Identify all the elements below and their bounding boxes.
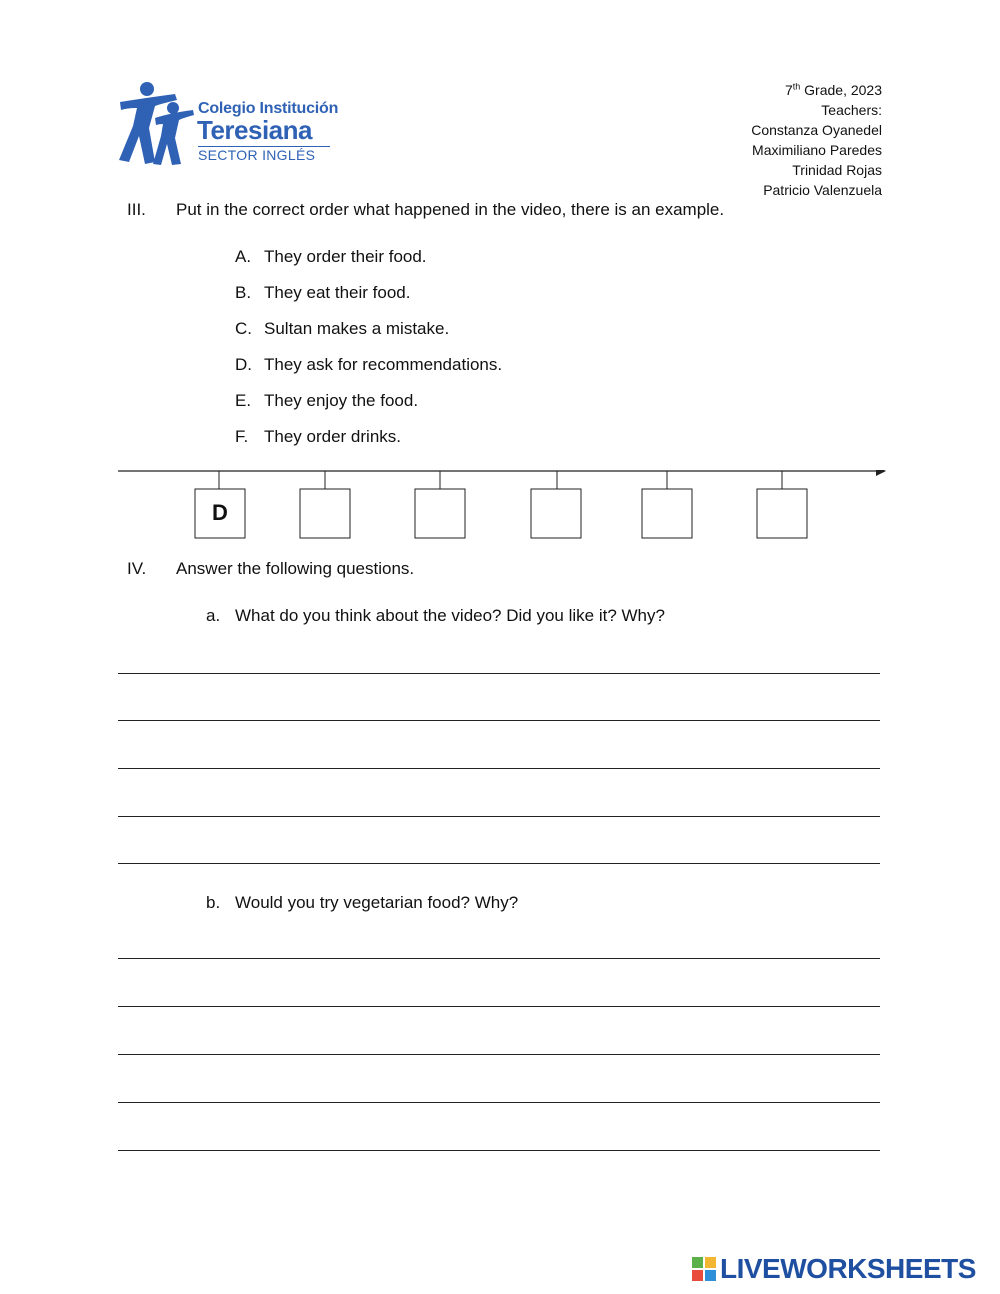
liveworksheets-brand: LIVEWORKSHEETS xyxy=(720,1253,976,1284)
answer-line[interactable] xyxy=(118,816,880,817)
option-letter: D. xyxy=(235,355,252,374)
grade-line: 7th Grade, 2023 xyxy=(784,81,882,98)
teacher-name: Maximiliano Paredes xyxy=(752,142,882,158)
answer-box[interactable] xyxy=(757,489,807,538)
answer-line[interactable] xyxy=(118,1006,880,1007)
option-text: Sultan makes a mistake. xyxy=(264,319,450,338)
teacher-name: Constanza Oyanedel xyxy=(751,122,882,138)
answer-line[interactable] xyxy=(118,673,880,674)
option-text: They order their food. xyxy=(264,247,427,266)
answer-box[interactable] xyxy=(300,489,350,538)
liveworksheets-cube-icon xyxy=(692,1257,716,1281)
option-text: They eat their food. xyxy=(264,283,411,302)
answer-line[interactable] xyxy=(118,768,880,769)
section-3-instruction: Put in the correct order what happened in the video, there is an example. xyxy=(176,200,725,219)
answer-line[interactable] xyxy=(118,863,880,864)
option-letter: E. xyxy=(235,391,252,410)
option-text: They ask for recommendations. xyxy=(264,355,503,374)
question-text: Would you try vegetarian food? Why? xyxy=(235,893,519,912)
school-name-line1: Colegio Institución xyxy=(198,100,339,117)
school-figures-icon xyxy=(115,80,205,170)
teacher-name: Patricio Valenzuela xyxy=(763,182,882,198)
teachers-label: Teachers: xyxy=(821,102,882,118)
school-name-line2: Teresiana xyxy=(197,115,312,145)
timeline-arrow-icon xyxy=(876,470,886,476)
option-letter: B. xyxy=(235,283,252,302)
answer-box-text: D xyxy=(212,500,228,525)
answer-box[interactable] xyxy=(531,489,581,538)
section-3-numeral: III. xyxy=(127,200,146,219)
teachers-block xyxy=(751,80,882,200)
option-letter: A. xyxy=(235,247,252,266)
timeline xyxy=(118,470,888,550)
option-text: They order drinks. xyxy=(264,427,401,446)
option-text: They enjoy the food. xyxy=(264,391,419,410)
option-letter: F. xyxy=(235,427,249,446)
school-department: SECTOR INGLÉS xyxy=(198,147,316,163)
option-letter: C. xyxy=(235,319,252,338)
question-letter: a. xyxy=(206,606,221,625)
question-text: What do you think about the video? Did you like it? Why? xyxy=(235,606,665,625)
section-4-instruction: Answer the following questions. xyxy=(176,559,415,578)
answer-box[interactable] xyxy=(415,489,465,538)
teacher-name: Trinidad Rojas xyxy=(792,162,882,178)
answer-line[interactable] xyxy=(118,1150,880,1151)
answer-line[interactable] xyxy=(118,1102,880,1103)
liveworksheets-logo xyxy=(692,1254,976,1284)
section-4-numeral: IV. xyxy=(127,559,147,578)
answer-line[interactable] xyxy=(118,958,880,959)
answer-box[interactable] xyxy=(642,489,692,538)
question-letter: b. xyxy=(206,893,221,912)
answer-line[interactable] xyxy=(118,720,880,721)
answer-line[interactable] xyxy=(118,1054,880,1055)
